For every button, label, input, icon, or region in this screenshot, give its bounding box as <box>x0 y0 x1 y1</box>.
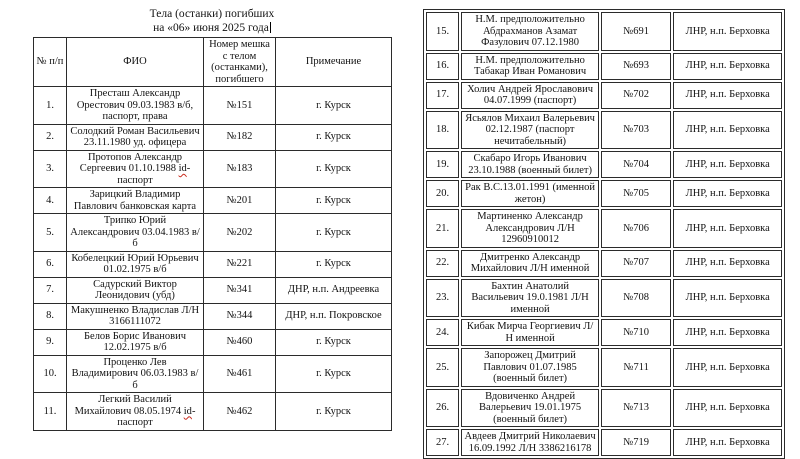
location-note: ЛНР, н.п. Берховка <box>673 151 782 178</box>
person-name: Запорожец Дмитрий Павлович 01.07.1985 (военный билет) <box>461 348 599 387</box>
location-note: ДНР, н.п. Покровское <box>276 303 392 329</box>
document-left-column <box>33 8 391 431</box>
person-name: Садурский Виктор Леонидович (убд) <box>67 277 204 303</box>
table-row <box>426 319 782 346</box>
location-note: г. Курск <box>276 124 392 150</box>
document-title <box>33 8 391 35</box>
document-title-line2: на «06» июня 2025 года <box>153 21 269 34</box>
bag-number: №460 <box>204 329 276 355</box>
person-name: Проценко Лев Владимирович 06.03.1983 в/б <box>67 355 204 393</box>
table-row <box>426 429 782 456</box>
location-note: ЛНР, н.п. Берховка <box>673 279 782 318</box>
col-header-name: ФИО <box>67 38 204 87</box>
col-header-note: Примечание <box>276 38 392 87</box>
table-row <box>426 111 782 150</box>
bag-number: №693 <box>601 53 671 80</box>
bag-number: №704 <box>601 151 671 178</box>
bag-number: №182 <box>204 124 276 150</box>
table-row <box>34 277 392 303</box>
table-row <box>34 124 392 150</box>
row-number: 2. <box>34 124 67 150</box>
person-name: Н.М. предположительно Табакар Иван Романович <box>461 53 599 80</box>
table-row <box>426 348 782 387</box>
row-number: 23. <box>426 279 459 318</box>
row-number: 17. <box>426 82 459 109</box>
row-number: 1. <box>34 87 67 125</box>
row-number: 3. <box>34 150 67 188</box>
location-note: г. Курск <box>276 355 392 393</box>
person-name: Рак В.С.13.01.1991 (именной жетон) <box>461 180 599 207</box>
col-header-number: № п/п <box>34 38 67 87</box>
row-number: 26. <box>426 389 459 428</box>
header-row <box>34 38 392 87</box>
table-row <box>34 393 392 431</box>
person-name: Ясьялов Михаил Валерьевич 02.12.1987 (паспорт нечитабельный) <box>461 111 599 150</box>
location-note: ЛНР, н.п. Берховка <box>673 12 782 51</box>
bag-number: №711 <box>601 348 671 387</box>
bag-number: №202 <box>204 214 276 252</box>
bag-number: №707 <box>601 250 671 277</box>
table-row <box>426 209 782 248</box>
row-number: 7. <box>34 277 67 303</box>
row-number: 19. <box>426 151 459 178</box>
person-name: Бахтин Анатолий Васильевич 19.0.1981 Л/Н именной <box>461 279 599 318</box>
table-row <box>34 214 392 252</box>
location-note: г. Курск <box>276 87 392 125</box>
person-name: Мартиненко Александр Александрович Л/Н 12960910012 <box>461 209 599 248</box>
row-number: 20. <box>426 180 459 207</box>
person-name: Белов Борис Иванович 12.02.1975 в/б <box>67 329 204 355</box>
person-name: Скабаро Игорь Иванович 23.10.1988 (военный билет) <box>461 151 599 178</box>
document-title-line1: Тела (останки) погибших <box>149 8 275 20</box>
casualty-table-left <box>33 37 392 431</box>
row-number: 11. <box>34 393 67 431</box>
person-name: Вдовиченко Андрей Валерьевич 19.01.1975 (военный билет) <box>461 389 599 428</box>
row-number: 25. <box>426 348 459 387</box>
person-name: Протопов Александр Сергеевич 01.10.1988 id-паспорт <box>67 150 204 188</box>
row-number: 4. <box>34 188 67 214</box>
table-row <box>34 329 392 355</box>
bag-number: №710 <box>601 319 671 346</box>
location-note: ЛНР, н.п. Берховка <box>673 53 782 80</box>
location-note: ЛНР, н.п. Берховка <box>673 429 782 456</box>
row-number: 24. <box>426 319 459 346</box>
bag-number: №702 <box>601 82 671 109</box>
table-row <box>34 251 392 277</box>
location-note: ДНР, н.п. Андреевка <box>276 277 392 303</box>
location-note: г. Курск <box>276 150 392 188</box>
person-name: Дмитренко Александр Михайлович Л/Н именной <box>461 250 599 277</box>
bag-number: №201 <box>204 188 276 214</box>
text-cursor <box>270 22 271 33</box>
bag-number: №706 <box>601 209 671 248</box>
person-name: Солодкий Роман Васильевич 23.11.1980 уд. офицера <box>67 124 204 150</box>
table-row <box>34 150 392 188</box>
location-note: ЛНР, н.п. Берховка <box>673 348 782 387</box>
document-right-column <box>423 9 785 459</box>
row-number: 27. <box>426 429 459 456</box>
row-number: 6. <box>34 251 67 277</box>
row-number: 18. <box>426 111 459 150</box>
bag-number: №705 <box>601 180 671 207</box>
bag-number: №151 <box>204 87 276 125</box>
row-number: 21. <box>426 209 459 248</box>
person-name: Зарицкий Владимир Павлович банковская карта <box>67 188 204 214</box>
bag-number: №221 <box>204 251 276 277</box>
bag-number: №719 <box>601 429 671 456</box>
col-header-bag: Номер мешка с телом (останками), погибшего <box>204 38 276 87</box>
table-row <box>34 303 392 329</box>
row-number: 10. <box>34 355 67 393</box>
bag-number: №183 <box>204 150 276 188</box>
person-name: Легкий Василий Михайлович 08.05.1974 id-паспорт <box>67 393 204 431</box>
table-row <box>426 389 782 428</box>
location-note: ЛНР, н.п. Берховка <box>673 250 782 277</box>
bag-number: №344 <box>204 303 276 329</box>
location-note: г. Курск <box>276 214 392 252</box>
person-name: Холич Андрей Ярославович 04.07.1999 (паспорт) <box>461 82 599 109</box>
table-row <box>34 87 392 125</box>
table-row <box>426 53 782 80</box>
location-note: г. Курск <box>276 188 392 214</box>
table-row <box>426 180 782 207</box>
casualty-table-right <box>423 9 785 459</box>
row-number: 15. <box>426 12 459 51</box>
row-number: 8. <box>34 303 67 329</box>
person-name: Макушненко Владислав Л/Н 3166111072 <box>67 303 204 329</box>
location-note: г. Курск <box>276 251 392 277</box>
location-note: ЛНР, н.п. Берховка <box>673 111 782 150</box>
row-number: 16. <box>426 53 459 80</box>
bag-number: №461 <box>204 355 276 393</box>
bag-number: №341 <box>204 277 276 303</box>
table-row <box>34 188 392 214</box>
location-note: ЛНР, н.п. Берховка <box>673 82 782 109</box>
table-row <box>426 250 782 277</box>
bag-number: №708 <box>601 279 671 318</box>
location-note: ЛНР, н.п. Берховка <box>673 319 782 346</box>
person-name: Трипко Юрий Александрович 03.04.1983 в/б <box>67 214 204 252</box>
row-number: 5. <box>34 214 67 252</box>
person-name: Авдеев Дмитрий Николаевич 16.09.1992 Л/Н 3386216178 <box>461 429 599 456</box>
person-name: Престаш Александр Орестович 09.03.1983 в/б, паспорт, права <box>67 87 204 125</box>
location-note: ЛНР, н.п. Берховка <box>673 209 782 248</box>
table-row <box>426 151 782 178</box>
person-name: Кибак Мирча Георгиевич Л/Н именной <box>461 319 599 346</box>
spellcheck-underline: id <box>183 405 192 417</box>
person-name: Н.М. предположительно Абдрахманов Азамат Фазулович 07.12.1980 <box>461 12 599 51</box>
bag-number: №713 <box>601 389 671 428</box>
bag-number: №703 <box>601 111 671 150</box>
spellcheck-underline: id <box>178 163 187 174</box>
bag-number: №691 <box>601 12 671 51</box>
table-row <box>34 355 392 393</box>
table-row <box>426 82 782 109</box>
row-number: 9. <box>34 329 67 355</box>
table-row <box>426 12 782 51</box>
location-note: ЛНР, н.п. Берховка <box>673 389 782 428</box>
location-note: ЛНР, н.п. Берховка <box>673 180 782 207</box>
table-row <box>426 279 782 318</box>
location-note: г. Курск <box>276 329 392 355</box>
row-number: 22. <box>426 250 459 277</box>
bag-number: №462 <box>204 393 276 431</box>
person-name: Кобелецкий Юрий Юрьевич 01.02.1975 в/б <box>67 251 204 277</box>
location-note: г. Курск <box>276 393 392 431</box>
